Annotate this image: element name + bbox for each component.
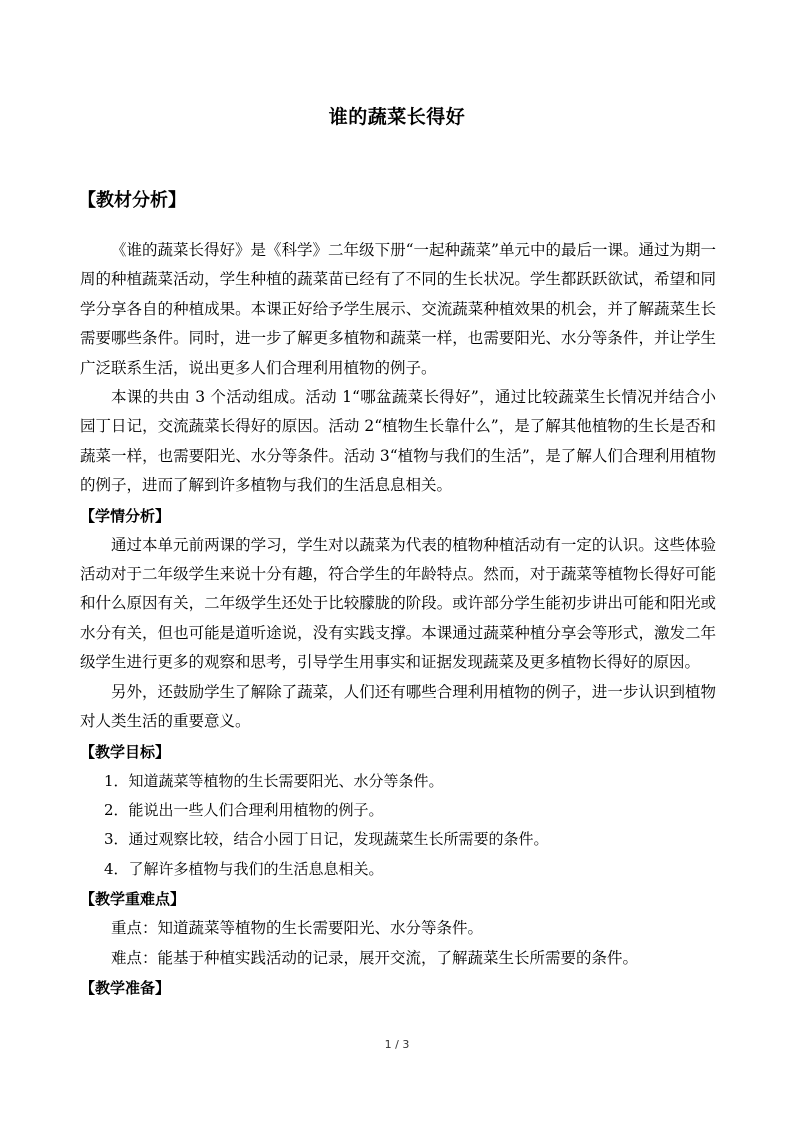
page-number: 1 / 3	[384, 1038, 410, 1051]
heading-key-points: 【教学重难点】	[80, 890, 186, 909]
paragraph-textbook-analysis-2: 本课的共由 3 个活动组成。活动 1“哪盆蔬菜长得好”，通过比较蔬菜生长情况并结合小园丁日记，交流蔬菜长得好的原因。活动 2“植物生长靠什么”，是了解其他植物的生长是否和蔬菜一样，也需要阳光、水分等条件。活动 3“植物与我们的生活”，是了解人们合理利用植物的例子，进而了解到许多植物与我们的生活息息相关。	[80, 388, 716, 495]
list-item-goal-3: 3．通过观察比较，结合小园丁日记，发现蔬菜生长所需要的条件。	[104, 830, 549, 849]
heading-textbook-analysis: 【教材分析】	[78, 190, 186, 211]
paragraph-student-analysis-2: 另外，还鼓励学生了解除了蔬菜，人们还有哪些合理利用植物的例子，进一步认识到植物对人类生活的重要意义。	[80, 682, 716, 731]
heading-student-analysis: 【学情分析】	[80, 506, 171, 525]
heading-teaching-goals: 【教学目标】	[80, 742, 171, 761]
list-item-goal-2: 2．能说出一些人们合理利用植物的例子。	[104, 800, 384, 819]
document-title: 谁的蔬菜长得好	[328, 106, 466, 128]
document-body	[80, 186, 716, 1003]
paragraph-key-difficulty: 难点：能基于种植实践活动的记录，展开交流，了解蔬菜生长所需要的条件。	[111, 948, 639, 967]
list-item-goal-4: 4．了解许多植物与我们的生活息息相关。	[104, 859, 384, 878]
heading-preparation: 【教学准备】	[80, 978, 171, 997]
paragraph-student-analysis-1: 通过本单元前两课的学习，学生对以蔬菜为代表的植物种植活动有一定的认识。这些体验活动对于二年级学生来说十分有趣，符合学生的年龄特点。然而，对于蔬菜等植物长得好可能和什么原因有关，二年级学生还处于比较朦胧的阶段。或许部分学生能初步讲出可能和阳光或水分有关，但也可能是道听途说，没有实践支撑。本课通过蔬菜种植分享会等形式，激发二年级学生进行更多的观察和思考，引导学生用事实和证据发现蔬菜及更多植物长得好的原因。	[80, 535, 716, 672]
list-item-goal-1: 1．知道蔬菜等植物的生长需要阳光、水分等条件。	[104, 771, 444, 790]
paragraph-key-focus: 重点：知道蔬菜等植物的生长需要阳光、水分等条件。	[111, 919, 484, 938]
spacer	[80, 216, 716, 236]
paragraph-textbook-analysis-1: 《谁的蔬菜长得好》是《科学》二年级下册“一起种蔬菜”单元中的最后一课。通过为期一周的种植蔬菜活动，学生种植的蔬菜苗已经有了不同的生长状况。学生都跃跃欲试，希望和同学分享各自的种植成果。本课正好给予学生展示、交流蔬菜种植效果的机会，并了解蔬菜生长需要哪些条件。同时，进一步了解更多植物和蔬菜一样，也需要阳光、水分等条件，并让学生广泛联系生活，说出更多人们合理利用植物的例子。	[80, 241, 716, 377]
